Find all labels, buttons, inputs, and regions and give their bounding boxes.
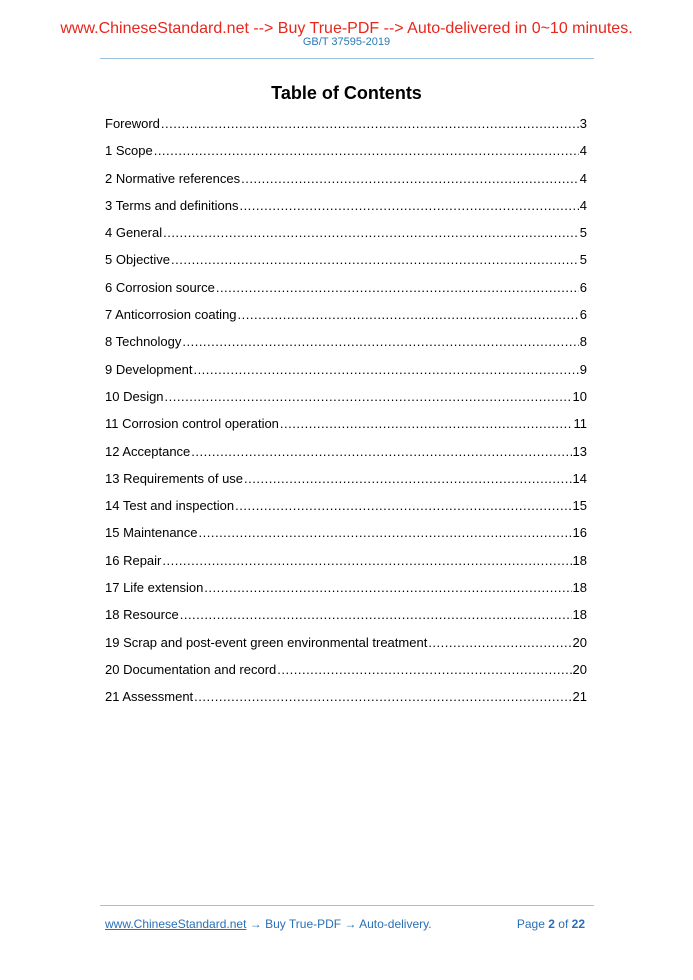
toc-leader-dots xyxy=(204,578,571,598)
toc-entry-label: 2 Normative references xyxy=(105,170,241,186)
toc-entry-objective[interactable] xyxy=(105,250,587,277)
toc-entry-development[interactable] xyxy=(105,360,587,387)
toc-entry-label: 1 Scope xyxy=(105,143,153,159)
toc-leader-dots xyxy=(428,633,571,653)
footer-promo xyxy=(105,916,432,932)
toc-entry-maintenance[interactable] xyxy=(105,523,587,550)
toc-entry-documentation-and-record[interactable] xyxy=(105,660,587,687)
toc-leader-dots xyxy=(161,114,579,134)
toc-entry-page: 5 xyxy=(579,225,587,241)
toc-leader-dots xyxy=(216,278,579,298)
toc-entry-page: 18 xyxy=(572,607,587,623)
toc-leader-dots xyxy=(165,387,572,407)
toc-list xyxy=(105,114,587,715)
toc-entry-label: 10 Design xyxy=(105,388,164,404)
toc-entry-page: 18 xyxy=(572,580,587,596)
toc-entry-assessment[interactable] xyxy=(105,687,587,714)
toc-entry-requirements-of-use[interactable] xyxy=(105,469,587,496)
toc-leader-dots xyxy=(199,523,572,543)
toc-entry-page: 21 xyxy=(572,689,587,705)
toc-leader-dots xyxy=(280,414,573,434)
toc-entry-acceptance[interactable] xyxy=(105,442,587,469)
toc-entry-page: 18 xyxy=(572,552,587,568)
toc-entry-page: 4 xyxy=(579,143,587,159)
toc-leader-dots xyxy=(171,250,579,270)
toc-entry-label: 11 Corrosion control operation xyxy=(105,416,279,432)
toc-entry-corrosion-control-operation[interactable] xyxy=(105,414,587,441)
toc-entry-page: 9 xyxy=(579,361,587,377)
footer-divider xyxy=(100,905,594,906)
toc-entry-scrap-and-post-event-treatment[interactable] xyxy=(105,633,587,660)
toc-entry-resource[interactable] xyxy=(105,605,587,632)
toc-entry-label: 12 Acceptance xyxy=(105,443,191,459)
toc-entry-label: 4 General xyxy=(105,225,163,241)
toc-entry-life-extension[interactable] xyxy=(105,578,587,605)
toc-entry-label: Foreword xyxy=(105,116,160,131)
toc-entry-page: 8 xyxy=(579,334,587,350)
page-word: Page xyxy=(516,917,545,931)
toc-entry-label: 9 Development xyxy=(105,361,193,377)
toc-entry-page: 13 xyxy=(572,443,587,459)
page-of: of xyxy=(558,917,569,931)
footer-site-link[interactable]: www.ChineseStandard.net xyxy=(105,917,247,931)
toc-entry-label: 21 Assessment xyxy=(105,689,194,705)
toc-entry-page: 20 xyxy=(572,661,587,677)
toc-entry-page: 4 xyxy=(579,197,587,213)
toc-leader-dots xyxy=(162,551,571,571)
toc-leader-dots xyxy=(239,196,578,216)
toc-entry-label: 14 Test and inspection xyxy=(105,498,235,514)
toc-entry-page: 10 xyxy=(572,388,587,404)
toc-entry-page: 6 xyxy=(579,307,587,323)
toc-entry-label: 15 Maintenance xyxy=(105,525,198,541)
toc-entry-page: 3 xyxy=(579,116,587,131)
toc-entry-label: 17 Life extension xyxy=(105,580,204,596)
toc-leader-dots xyxy=(194,687,571,707)
toc-entry-page: 16 xyxy=(572,525,587,541)
page-title: Table of Contents xyxy=(271,83,422,103)
toc-entry-general[interactable] xyxy=(105,223,587,250)
toc-entry-normative-references[interactable] xyxy=(105,169,587,196)
toc-entry-repair[interactable] xyxy=(105,551,587,578)
toc-entry-label: 6 Corrosion source xyxy=(105,279,215,295)
toc-leader-dots xyxy=(154,141,579,161)
toc-entry-corrosion-source[interactable] xyxy=(105,278,587,305)
toc-entry-label: 19 Scrap and post-event green environmental treatment xyxy=(105,634,428,650)
page-footer xyxy=(105,916,585,932)
toc-entry-label: 8 Technology xyxy=(105,334,182,350)
toc-entry-label: 16 Repair xyxy=(105,552,162,568)
toc-entry-page: 11 xyxy=(573,416,587,432)
toc-leader-dots xyxy=(238,305,579,325)
toc-leader-dots xyxy=(277,660,571,680)
promo-banner[interactable]: www.ChineseStandard.net --> Buy True-PDF --> Auto-delivered in 0~10 minutes. xyxy=(60,20,633,37)
toc-entry-label: 13 Requirements of use xyxy=(105,470,244,486)
toc-entry-scope[interactable] xyxy=(105,141,587,168)
toc-leader-dots xyxy=(241,169,579,189)
toc-entry-page: 20 xyxy=(572,634,587,650)
toc-entry-technology[interactable] xyxy=(105,332,587,359)
toc-entry-label: 7 Anticorrosion coating xyxy=(105,307,237,323)
page-total: 22 xyxy=(571,917,585,931)
toc-entry-label: 20 Documentation and record xyxy=(105,661,277,677)
page-current: 2 xyxy=(548,917,555,931)
toc-leader-dots xyxy=(180,605,572,625)
page-number xyxy=(517,916,585,932)
toc-entry-foreword[interactable] xyxy=(105,114,587,141)
toc-leader-dots xyxy=(163,223,579,243)
toc-entry-page: 5 xyxy=(579,252,587,268)
toc-entry-test-and-inspection[interactable] xyxy=(105,496,587,523)
toc-entry-anticorrosion-coating[interactable] xyxy=(105,305,587,332)
toc-entry-terms-and-definitions[interactable] xyxy=(105,196,587,223)
toc-leader-dots xyxy=(182,332,578,352)
toc-leader-dots xyxy=(193,360,578,380)
header-divider xyxy=(100,58,594,59)
toc-leader-dots xyxy=(244,469,572,489)
toc-entry-label: 3 Terms and definitions xyxy=(105,197,239,213)
toc-entry-label: 5 Objective xyxy=(105,252,171,268)
toc-entry-page: 4 xyxy=(579,170,587,186)
toc-leader-dots xyxy=(235,496,571,516)
standard-code: GB/T 37595-2019 xyxy=(302,36,391,48)
toc-entry-design[interactable] xyxy=(105,387,587,414)
footer-promo-text: → Buy True-PDF → Auto-delivery. xyxy=(246,917,432,931)
toc-entry-page: 14 xyxy=(572,470,587,486)
toc-entry-page: 15 xyxy=(572,498,587,514)
toc-leader-dots xyxy=(191,442,571,462)
toc-entry-page: 6 xyxy=(579,279,587,295)
toc-entry-label: 18 Resource xyxy=(105,607,179,623)
